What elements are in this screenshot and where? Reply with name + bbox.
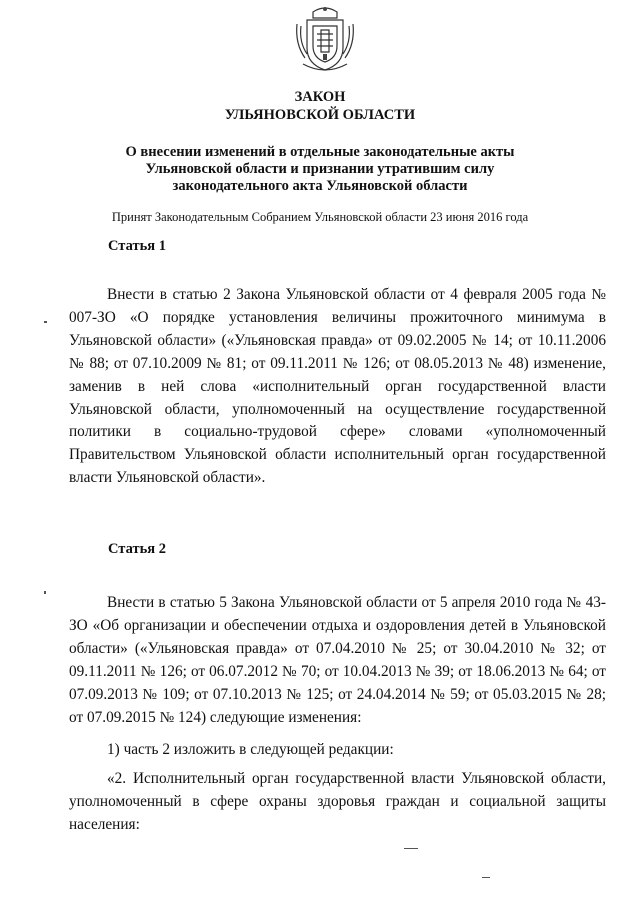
- law-subtitle-line: законодательного акта Ульяновской области: [172, 178, 468, 194]
- article-2-item-1: 1) часть 2 изложить в следующей редакции:: [107, 741, 394, 758]
- article-1-heading: Статья 1: [108, 238, 166, 254]
- law-subtitle-line: Ульяновской области и признании утратившим силу: [145, 161, 495, 177]
- scan-speck: [482, 877, 490, 878]
- law-title: ЗАКОН: [294, 89, 346, 105]
- scan-speck: [44, 321, 47, 323]
- scan-speck: [404, 848, 418, 849]
- adoption-note: Принят Законодательным Собранием Ульяновской области 23 июня 2016 года: [111, 210, 529, 224]
- scan-speck: [44, 591, 46, 594]
- article-1-text: Внести в статью 2 Закона Ульяновской области от 4 февраля 2005 года № 007-ЗО «О порядке установления величины прожиточного минимума в Ульяновской области» («Ульяновская правда» от 09.02.2005 № 14; от 10.11.2006 № 88; от 07.10.2009 № 81; от 09.11.2011 № 126; от 08.05.2013 № 48) изменение, заменив в ней слова «исполнительный орган государственной власти Ульяновской области, уполномоченный на осуществление государственной политики в социально-трудовой сфере» словами «уполномоченный Правительством Ульяновской области исполнительный орган государственной власти Ульяновской области».: [69, 286, 606, 487]
- law-region: УЛЬЯНОВСКОЙ ОБЛАСТИ: [224, 107, 416, 123]
- law-title-block: [0, 88, 640, 124]
- coat-of-arms-icon: [293, 4, 357, 74]
- law-subtitle-line: О внесении изменений в отдельные законодательные акты: [125, 144, 515, 160]
- law-subtitle: [0, 144, 640, 195]
- article-2-text: Внести в статью 5 Закона Ульяновской области от 5 апреля 2010 года № 43-ЗО «Об организации и обеспечении отдыха и оздоровления детей в Ульяновской области» («Ульяновская правда» от 07.04.2010 № 25; от 30.04.2010 № 32; от 09.11.2011 № 126; от 06.07.2012 № 70; от 10.04.2013 № 39; от 18.06.2013 № 64; от 07.09.2013 № 109; от 07.10.2013 № 125; от 24.04.2014 № 59; от 05.03.2015 № 28; от 07.09.2015 № 124) следующие изменения:: [69, 594, 606, 726]
- article-2-heading: Статья 2: [108, 541, 166, 557]
- article-2-quote: «2. Исполнительный орган государственной власти Ульяновской области, уполномоченный в сфере охраны здоровья граждан и социальной защиты населения:: [69, 770, 606, 833]
